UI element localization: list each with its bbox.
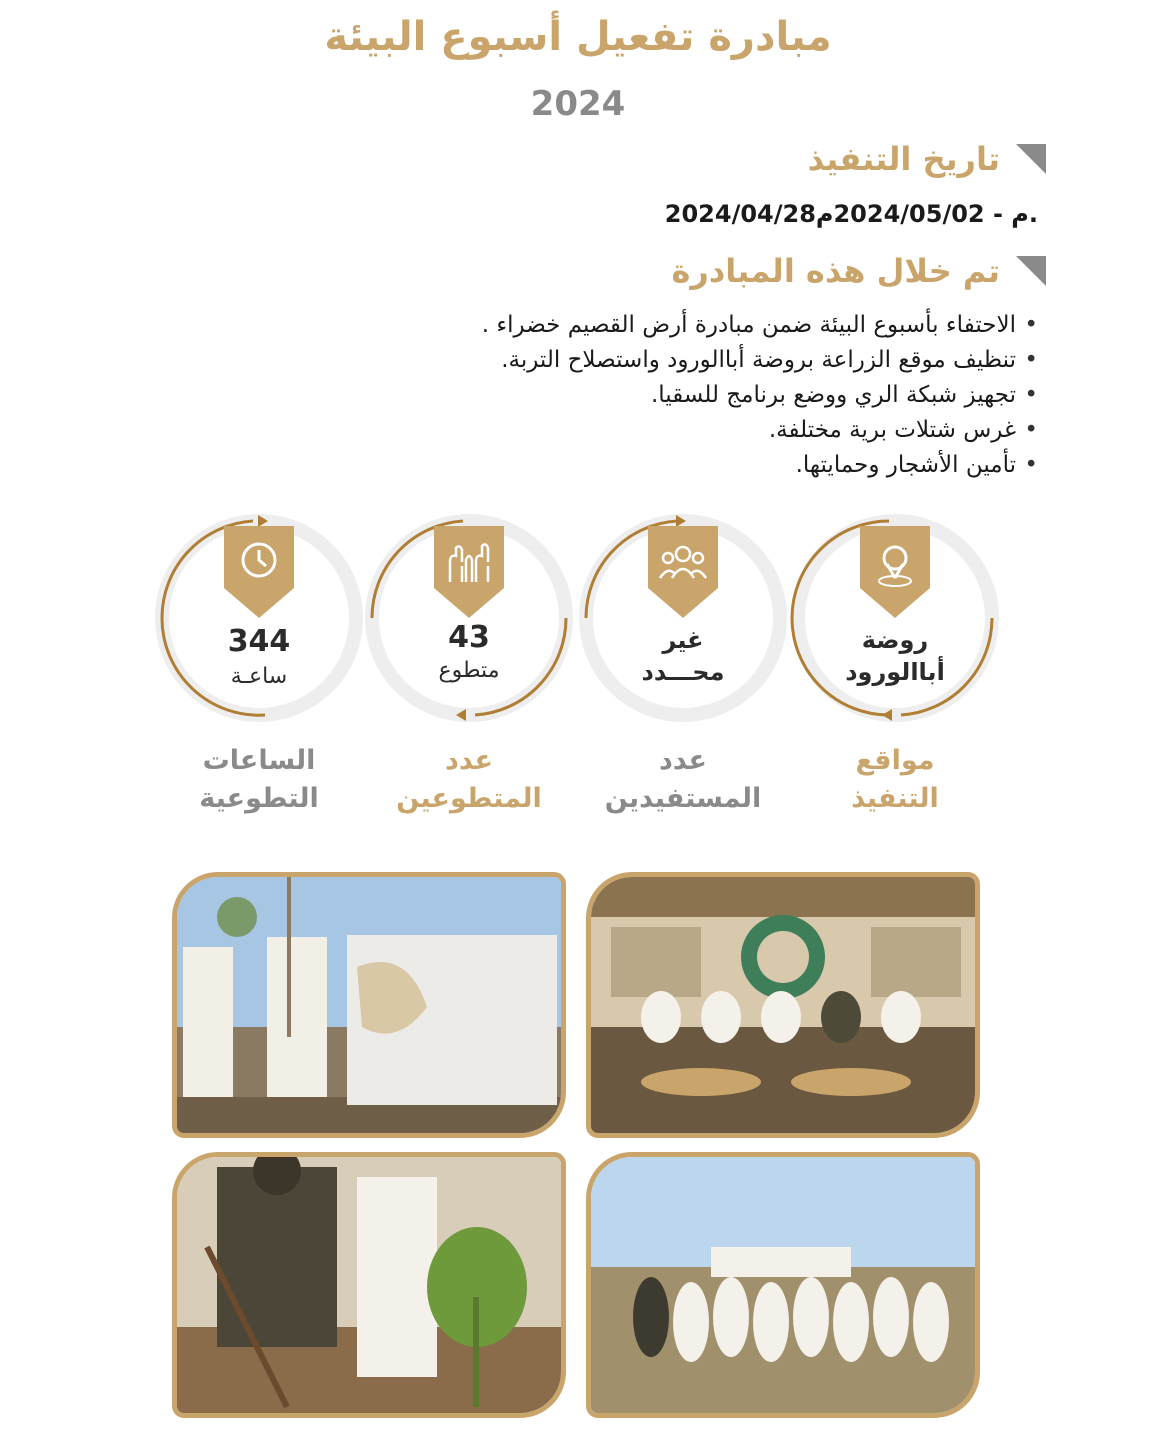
stat-label-line2: المتطوعين (396, 783, 542, 814)
photo-planting (172, 1152, 566, 1418)
stat-value: 344 (227, 624, 291, 659)
stat-value: 43 (448, 620, 490, 655)
photo-meeting-hall (586, 872, 980, 1138)
stat-label-line1: الساعات (202, 745, 316, 776)
triangle-bullet-icon (1016, 144, 1046, 174)
stat-label-locations (786, 742, 1004, 818)
stat-label-line2: التنفيذ (851, 783, 939, 814)
stat-unit: متطوع (438, 658, 500, 683)
triangle-bullet-icon (1016, 256, 1046, 286)
stat-label-line1: عدد (445, 745, 493, 776)
stat-circle-hours (150, 508, 368, 728)
stat-circle-volunteers (360, 508, 578, 728)
date-section-heading: تاريخ التنفيذ (807, 140, 1000, 178)
meeting-hall-image (591, 877, 975, 1133)
stat-value-line1: غير (662, 626, 704, 654)
stat-value-line2: أباالورود (845, 658, 945, 686)
list-item: • تنظيف موقع الزراعة بروضة أباالورود واستصلاح التربة. (482, 343, 1016, 378)
people-icon (648, 526, 718, 618)
list-item: • الاحتفاء بأسبوع البيئة ضمن مبادرة أرض القصيم خضراء . (482, 308, 1016, 343)
date-range: 2024/04/28م - 2024/05/02م. (664, 200, 1038, 228)
stat-label-beneficiaries (574, 742, 792, 818)
stat-label-line1: مواقع (855, 745, 935, 776)
location-icon (860, 526, 930, 618)
stat-label-hours (150, 742, 368, 818)
stat-circle-beneficiaries (574, 508, 792, 728)
stat-label-line2: التطوعية (199, 783, 319, 814)
date-section-header (808, 140, 1046, 178)
photo-group (586, 1152, 980, 1418)
stat-label-volunteers (360, 742, 578, 818)
raised-hands-icon (434, 526, 504, 618)
banners-image (177, 877, 561, 1133)
stat-unit: ساعـة (230, 664, 288, 689)
page-title: مبادرة تفعيل أسبوع البيئة (324, 14, 832, 60)
stat-value-line2: محـــدد (641, 658, 725, 686)
clock-icon (224, 526, 294, 618)
activities-section-header (672, 252, 1046, 290)
list-item: • غرس شتلات برية مختلفة. (482, 413, 1016, 448)
group-image (591, 1157, 975, 1413)
activities-list (482, 308, 1038, 483)
stat-label-line2: المستفيدين (604, 783, 762, 814)
stat-label-line1: عدد (659, 745, 707, 776)
activities-heading: تم خلال هذه المبادرة (671, 252, 1000, 290)
page-year: 2024 (530, 84, 626, 124)
stat-value-line1: روضة (861, 626, 929, 654)
stat-circle-location (786, 508, 1004, 728)
list-item: • تجهيز شبكة الري ووضع برنامج للسقيا. (482, 378, 1016, 413)
photo-banners (172, 872, 566, 1138)
list-item: • تأمين الأشجار وحمايتها. (482, 448, 1016, 483)
planting-image (177, 1157, 561, 1413)
